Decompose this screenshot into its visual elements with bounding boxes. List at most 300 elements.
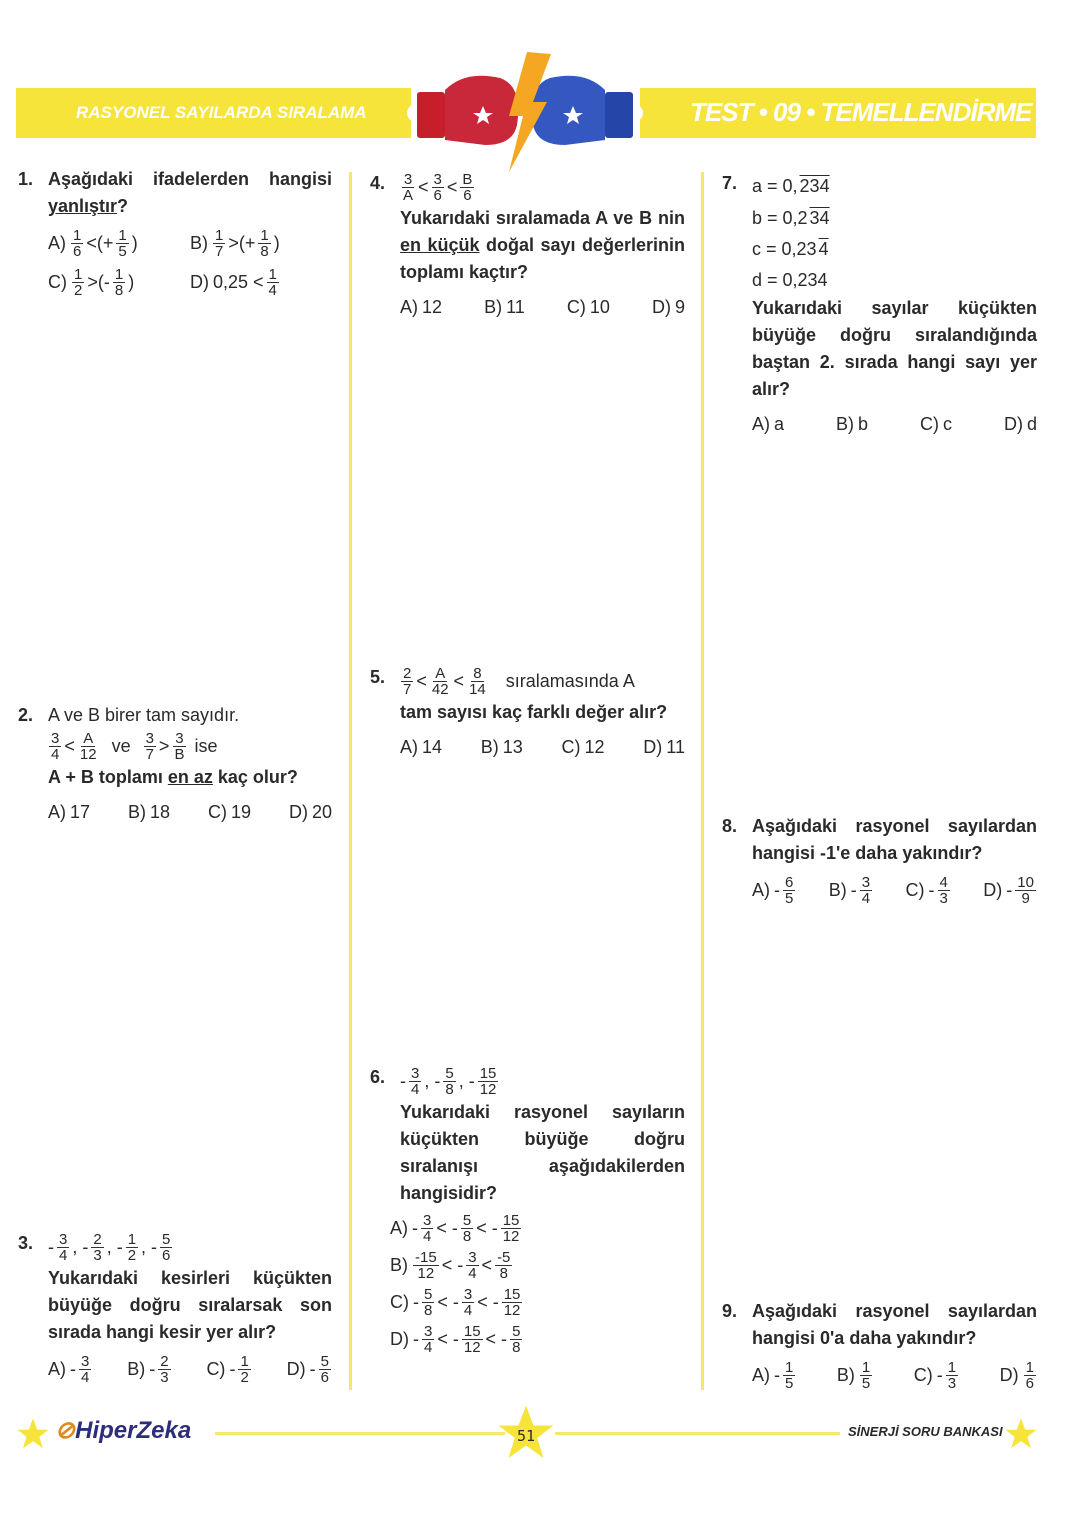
- option-c[interactable]: [390, 1287, 685, 1318]
- option-label: A): [48, 1359, 66, 1379]
- numerator: A: [435, 665, 446, 682]
- column-divider: [701, 172, 704, 1390]
- math-expression: [312, 799, 332, 826]
- numerator: 3: [423, 1212, 432, 1229]
- numerator: 3: [145, 730, 154, 747]
- text-span: <: [418, 177, 429, 197]
- fraction: [78, 731, 99, 762]
- text-span: , -: [424, 1071, 441, 1091]
- text-span: <(+: [86, 233, 114, 253]
- fraction: [510, 1324, 522, 1355]
- math-expression: [590, 294, 610, 321]
- math-expression: [422, 734, 442, 761]
- denominator: 2: [127, 1247, 137, 1264]
- numerator: B: [462, 171, 473, 188]
- option-b[interactable]: [829, 875, 873, 906]
- option-d[interactable]: [643, 734, 685, 761]
- question-text: [48, 764, 332, 791]
- text-span: -: [413, 1329, 419, 1349]
- numerator: 1: [268, 266, 277, 283]
- given-expression: [400, 172, 685, 203]
- math-expression: [71, 267, 134, 298]
- text-span: 13: [502, 737, 523, 757]
- option-a[interactable]: [752, 1360, 796, 1391]
- question-text: [400, 205, 685, 286]
- option-label: A): [48, 802, 66, 822]
- star-icon: [16, 1414, 50, 1454]
- fraction: [467, 666, 488, 697]
- math-expression: [943, 411, 952, 438]
- fraction: [501, 1213, 522, 1244]
- text-span: 14: [422, 737, 443, 757]
- option-a[interactable]: [752, 875, 796, 906]
- math-expression: [422, 294, 442, 321]
- denominator: 3: [947, 1375, 957, 1392]
- option-label: C): [566, 297, 586, 317]
- denominator: 4: [81, 1369, 90, 1386]
- math-expression: [752, 203, 830, 233]
- text-span: -: [936, 1365, 943, 1385]
- math-expression: [231, 799, 251, 826]
- fraction: [462, 1287, 474, 1318]
- fraction: [319, 1354, 331, 1385]
- numerator: 5: [445, 1065, 454, 1082]
- denominator: 8: [512, 1339, 521, 1356]
- option-label: C): [561, 737, 581, 757]
- option-c[interactable]: [206, 1354, 251, 1385]
- question-number: 3.: [18, 1233, 34, 1253]
- math-expression: [400, 702, 667, 722]
- fraction: [1015, 875, 1036, 906]
- text-span: doğal sayı değerlerinin toplamı kaçtır?: [400, 235, 686, 282]
- text-span: 9: [674, 297, 685, 317]
- option-c[interactable]: [906, 875, 951, 906]
- denominator: 8: [499, 1265, 508, 1282]
- fraction: [946, 1360, 958, 1391]
- math-expression: [752, 298, 1037, 399]
- numerator: 5: [512, 1323, 521, 1340]
- question-1: [18, 166, 332, 299]
- text-span: >(+: [228, 233, 256, 253]
- fraction: [238, 1354, 250, 1385]
- option-label: A): [48, 233, 66, 253]
- text-span: ): [128, 272, 135, 292]
- text-span: -: [70, 1359, 76, 1379]
- answer-options: [752, 1360, 1037, 1391]
- option-b[interactable]: [836, 411, 868, 438]
- option-b[interactable]: [127, 1354, 171, 1385]
- math-expression: [774, 875, 796, 906]
- text-span: ): [131, 233, 138, 253]
- text-span: Aşağıdaki rasyonel sayılardan hangisi 0'a daha yakındır?: [752, 1301, 1037, 1348]
- denominator: 4: [468, 1265, 477, 1282]
- numerator: 1: [947, 1359, 957, 1376]
- option-label: B): [484, 297, 503, 317]
- answer-options: [390, 1213, 685, 1355]
- fraction: [160, 1232, 172, 1263]
- question-9: [722, 1298, 1037, 1392]
- denominator: 6: [433, 187, 442, 204]
- fraction: [158, 1354, 170, 1385]
- math-expression: [774, 411, 784, 438]
- denominator: 9: [1021, 890, 1030, 907]
- denominator: 2: [74, 282, 83, 299]
- math-expression: [851, 875, 873, 906]
- denominator: 6: [73, 243, 82, 260]
- value-line: [752, 233, 1037, 264]
- header-band-right: [640, 88, 1036, 138]
- fraction: [401, 172, 415, 203]
- text-span: c: [943, 414, 952, 434]
- text-span: < -: [477, 1292, 499, 1312]
- fraction: [172, 731, 186, 762]
- math-expression: [675, 294, 685, 321]
- question-text: [48, 1265, 332, 1346]
- question-3: [18, 1230, 332, 1386]
- text-span: 20: [311, 802, 332, 822]
- denominator: 8: [462, 1228, 472, 1245]
- math-expression: [400, 208, 685, 282]
- option-label: A): [752, 880, 770, 900]
- numerator: 15: [463, 1323, 481, 1340]
- option-b[interactable]: [481, 734, 523, 761]
- math-expression: [503, 734, 523, 761]
- denominator: 8: [445, 1081, 454, 1098]
- option-label: C): [206, 1359, 226, 1379]
- question-text: [752, 295, 1037, 403]
- text-span: <: [453, 671, 465, 691]
- text-span: kaç olur?: [212, 767, 298, 787]
- numerator: A: [83, 730, 94, 747]
- underlined-text: yanlıştır: [48, 196, 118, 216]
- option-d[interactable]: [1004, 411, 1037, 438]
- text-span: -: [774, 880, 780, 900]
- option-d[interactable]: [983, 875, 1037, 906]
- star-icon: [1004, 1414, 1038, 1454]
- denominator: 7: [215, 243, 224, 260]
- text-span: Yukarıdaki sıralamada A ve B nin: [400, 208, 685, 228]
- text-span: , -: [106, 1237, 123, 1257]
- text-span: ?: [117, 196, 129, 216]
- fraction: [213, 228, 225, 259]
- math-expression: [229, 1354, 251, 1385]
- option-label: D): [1003, 414, 1023, 434]
- numerator: 1: [260, 227, 269, 244]
- text-span: < -: [437, 1292, 459, 1312]
- denominator: 3: [93, 1247, 102, 1264]
- math-expression: [400, 172, 475, 203]
- option-label: D): [190, 272, 209, 292]
- text-span: d = 0,234: [752, 270, 828, 290]
- option-c[interactable]: [920, 411, 952, 438]
- option-b[interactable]: [128, 799, 170, 826]
- math-expression: [752, 171, 830, 201]
- option-label: C): [905, 880, 925, 900]
- numerator: 4: [939, 874, 948, 891]
- option-label: A): [752, 414, 770, 434]
- math-expression: [310, 1354, 332, 1385]
- question-text: [400, 1099, 685, 1207]
- denominator: 4: [424, 1339, 433, 1356]
- option-label: B): [190, 233, 208, 253]
- option-d[interactable]: [652, 294, 685, 321]
- math-expression: [70, 228, 138, 259]
- text-span: Yukarıdaki rasyonel sayıların küçükten büyüğe doğru sıralanışı aşağıdakilerden hangisidir?: [400, 1102, 685, 1203]
- text-span: ve: [101, 736, 141, 756]
- text-span: 19: [230, 802, 251, 822]
- fraction: [478, 1066, 499, 1097]
- denominator: 3: [939, 890, 948, 907]
- math-expression: [400, 666, 635, 697]
- fraction: [860, 1360, 872, 1391]
- math-expression: [48, 767, 298, 787]
- option-d[interactable]: [190, 267, 332, 298]
- option-label: D): [999, 1365, 1019, 1385]
- footer-line: [215, 1432, 505, 1435]
- numerator: 1: [861, 1359, 871, 1376]
- text-span: <: [446, 177, 458, 197]
- fraction: [1024, 1360, 1036, 1391]
- text-span: >: [158, 736, 170, 756]
- math-expression: [585, 734, 605, 761]
- numerator: 3: [403, 171, 413, 188]
- text-span: -: [48, 1237, 54, 1257]
- fraction: [443, 1066, 455, 1097]
- denominator: 5: [785, 890, 794, 907]
- math-expression: [213, 267, 280, 298]
- publisher-logo: [55, 1416, 191, 1445]
- option-c[interactable]: [914, 1360, 959, 1391]
- test-title: TEST • 09 • TEMELLENDİRME: [690, 97, 1032, 127]
- math-expression: [48, 1268, 332, 1342]
- math-expression: [1023, 1360, 1037, 1391]
- denominator: 4: [51, 746, 60, 763]
- option-b[interactable]: [484, 294, 525, 321]
- numerator: -5: [497, 1249, 511, 1266]
- numerator: 3: [861, 874, 871, 891]
- option-b[interactable]: [390, 1250, 685, 1281]
- denominator: 8: [260, 243, 269, 260]
- denominator: 5: [785, 1375, 794, 1392]
- text-span: d: [1026, 414, 1037, 434]
- math-expression: [48, 169, 332, 216]
- question-number: 7.: [722, 173, 738, 193]
- denominator: 12: [479, 1081, 497, 1098]
- fraction: [460, 172, 474, 203]
- numerator: 5: [424, 1286, 433, 1303]
- fraction: [49, 731, 61, 762]
- math-expression: [752, 265, 828, 295]
- numerator: 5: [320, 1353, 329, 1370]
- numerator: 3: [81, 1353, 90, 1370]
- text-span: Yukarıdaki sayılar küçükten büyüğe doğru sıralandığında baştan 2. sırada hangi sayı yer alır?: [752, 298, 1037, 399]
- logo-mark-icon: ⊘: [55, 1417, 76, 1444]
- option-c[interactable]: [208, 799, 251, 826]
- math-expression: [859, 1360, 873, 1391]
- answer-options: [752, 411, 1037, 438]
- option-label: A): [400, 297, 418, 317]
- option-d[interactable]: [289, 799, 332, 826]
- fraction: [430, 666, 451, 697]
- option-label: B): [127, 1359, 146, 1379]
- math-expression: [412, 1250, 513, 1281]
- option-label: C): [920, 414, 939, 434]
- numerator: 3: [51, 730, 60, 747]
- fraction: [432, 172, 444, 203]
- option-a[interactable]: [400, 294, 442, 321]
- denominator: 8: [114, 282, 124, 299]
- denominator: 5: [118, 243, 127, 260]
- denominator: 6: [1025, 1375, 1034, 1392]
- underlined-text: en küçük: [400, 235, 480, 255]
- option-label: C): [48, 272, 67, 292]
- option-c[interactable]: [48, 267, 190, 298]
- denominator: 4: [463, 1302, 473, 1319]
- option-label: A): [390, 1218, 408, 1238]
- text-span: 17: [70, 802, 91, 822]
- denominator: 6: [320, 1369, 329, 1386]
- text-span: <: [64, 736, 75, 756]
- denominator: 6: [463, 187, 472, 204]
- denominator: 4: [268, 282, 277, 299]
- option-d[interactable]: [1000, 1360, 1037, 1391]
- numerator: 3: [433, 171, 442, 188]
- fraction: [57, 1232, 69, 1263]
- option-a[interactable]: [48, 228, 190, 259]
- math-expression: [413, 1287, 523, 1318]
- fraction: [938, 875, 950, 906]
- question-8: [722, 813, 1037, 907]
- math-expression: [666, 734, 685, 761]
- denominator: 12: [463, 1339, 481, 1356]
- numerator: -15: [415, 1249, 437, 1266]
- numerator: 3: [463, 1286, 473, 1303]
- option-d[interactable]: [287, 1354, 332, 1385]
- question-5: [370, 664, 685, 761]
- option-label: B): [836, 1365, 855, 1385]
- option-b[interactable]: [837, 1360, 873, 1391]
- text-span: < -: [476, 1218, 498, 1238]
- question-number: 1.: [18, 169, 34, 189]
- denominator: A: [403, 187, 414, 204]
- option-a[interactable]: [48, 1354, 92, 1385]
- text-span: 18: [149, 802, 171, 822]
- text-span: <: [481, 1255, 493, 1275]
- numerator: 5: [462, 1212, 472, 1229]
- text-span: , -: [72, 1237, 89, 1257]
- numerator: 15: [503, 1286, 521, 1303]
- option-a[interactable]: [390, 1213, 685, 1244]
- text-span: 11: [506, 297, 525, 317]
- topic-title: RASYONEL SAYILARDA SIRALAMA: [76, 103, 367, 122]
- option-label: C): [390, 1292, 409, 1312]
- fraction: [466, 1250, 478, 1281]
- option-label: D): [983, 880, 1003, 900]
- given-expression: [48, 1232, 332, 1263]
- numerator: 1: [73, 227, 82, 244]
- text-span: -: [229, 1359, 236, 1379]
- math-expression: [412, 1213, 522, 1244]
- text-span: < -: [437, 1329, 459, 1349]
- question-2: [18, 702, 332, 826]
- math-expression: [858, 411, 868, 438]
- fraction: [502, 1287, 523, 1318]
- math-expression: [929, 875, 951, 906]
- denominator: 8: [424, 1302, 433, 1319]
- header-band-left: [16, 88, 411, 138]
- question-4: [370, 170, 686, 321]
- option-a[interactable]: [400, 734, 442, 761]
- repeating-digits: 234: [799, 176, 830, 197]
- fraction: [409, 1066, 421, 1097]
- text-span: a: [774, 414, 785, 434]
- text-span: < -: [436, 1218, 458, 1238]
- numerator: 1: [114, 266, 124, 283]
- text-span: < -: [485, 1329, 508, 1349]
- numerator: 3: [411, 1065, 420, 1082]
- math-expression: [70, 799, 90, 826]
- denominator: B: [174, 746, 185, 763]
- given-expression: [400, 666, 685, 697]
- numerator: 1: [118, 227, 127, 244]
- option-d[interactable]: [390, 1324, 685, 1355]
- denominator: 6: [162, 1247, 171, 1264]
- page-number: 51: [517, 1427, 536, 1445]
- fraction: [126, 1232, 138, 1263]
- denominator: 7: [145, 746, 154, 763]
- series-title: SİNERJİ SORU BANKASI: [848, 1424, 1003, 1439]
- denominator: 12: [503, 1302, 521, 1319]
- denominator: 5: [861, 1375, 871, 1392]
- text-span: ): [273, 233, 280, 253]
- option-c[interactable]: [567, 294, 610, 321]
- question-text: [752, 813, 1037, 867]
- option-label: D): [643, 737, 663, 757]
- option-label: C): [207, 802, 227, 822]
- text-span: -: [928, 880, 935, 900]
- question-number: 6.: [370, 1067, 386, 1087]
- footer-line: [555, 1432, 840, 1435]
- math-expression: [48, 1232, 173, 1263]
- numerator: 3: [468, 1249, 477, 1266]
- fraction: [267, 267, 279, 298]
- denominator: 4: [59, 1247, 68, 1264]
- text-span: >(-: [87, 272, 110, 292]
- math-expression: [400, 1066, 499, 1097]
- math-expression: [937, 1360, 959, 1391]
- math-expression: [48, 731, 217, 762]
- option-b[interactable]: [190, 228, 332, 259]
- option-label: A): [400, 737, 418, 757]
- value-line: [752, 170, 1037, 201]
- denominator: 4: [861, 890, 871, 907]
- option-label: B): [480, 737, 499, 757]
- text-span: c = 0,23: [752, 238, 817, 259]
- fraction: [258, 228, 270, 259]
- fraction: [116, 228, 128, 259]
- option-c[interactable]: [562, 734, 605, 761]
- option-a[interactable]: [48, 799, 90, 826]
- option-a[interactable]: [752, 411, 784, 438]
- text-span: -: [850, 880, 857, 900]
- numerator: 2: [160, 1353, 169, 1370]
- text-span: -: [413, 1292, 419, 1312]
- text-span: -: [412, 1218, 418, 1238]
- option-label: A): [752, 1365, 770, 1385]
- question-text: [752, 1298, 1037, 1352]
- option-label: D): [390, 1329, 409, 1349]
- question-text: [400, 699, 685, 726]
